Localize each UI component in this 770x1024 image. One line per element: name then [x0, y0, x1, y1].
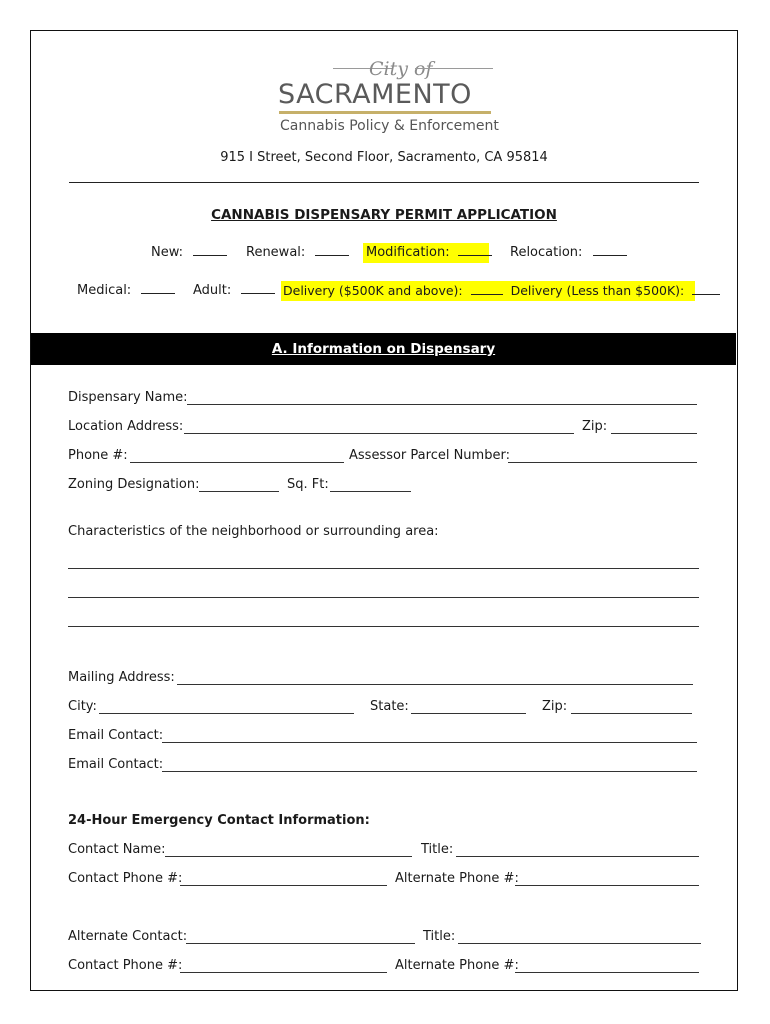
option-modification-blank[interactable]	[458, 245, 492, 256]
option-medical-blank[interactable]	[141, 283, 175, 294]
logo-sacramento: SACRAMENTO	[278, 79, 472, 110]
sqft-label: Sq. Ft:	[287, 477, 329, 492]
delivery-options	[281, 281, 695, 301]
logo-subtitle: Cannabis Policy & Enforcement	[280, 118, 499, 134]
option-delivery-high[interactable]	[283, 283, 507, 298]
option-renewal-label: Renewal:	[246, 245, 306, 260]
city-label: City:	[68, 699, 97, 714]
emergency-heading: 24-Hour Emergency Contact Information:	[68, 813, 370, 828]
dispensary-name-label: Dispensary Name:	[68, 390, 188, 405]
form-page	[30, 30, 738, 991]
option-adult-blank[interactable]	[241, 283, 275, 294]
dispensary-name-field[interactable]	[187, 404, 697, 405]
email-contact-1-label: Email Contact:	[68, 728, 164, 743]
mailing-zip-label: Zip:	[542, 699, 568, 714]
alternate-phone-2-label: Alternate Phone #:	[395, 958, 519, 973]
option-delivery-high-label: Delivery ($500K and above):	[283, 283, 463, 298]
contact-phone-field[interactable]	[180, 885, 387, 886]
characteristics-line-3[interactable]	[68, 626, 699, 627]
logo-rule-right	[415, 68, 493, 69]
location-zip-label: Zip:	[582, 419, 608, 434]
location-address-field[interactable]	[184, 433, 574, 434]
apn-field[interactable]	[508, 462, 697, 463]
option-adult[interactable]	[193, 283, 275, 298]
option-delivery-low[interactable]	[511, 283, 721, 298]
option-delivery-high-blank[interactable]	[471, 284, 503, 295]
state-field[interactable]	[411, 713, 526, 714]
option-relocation[interactable]	[510, 245, 627, 260]
email-contact-1-field[interactable]	[162, 742, 697, 743]
office-address: 915 I Street, Second Floor, Sacramento, CA 95814	[220, 150, 548, 165]
option-medical[interactable]	[77, 283, 175, 298]
option-renewal-blank[interactable]	[315, 245, 349, 256]
logo-gold-bar	[279, 111, 491, 114]
email-contact-2-field[interactable]	[162, 771, 697, 772]
option-modification[interactable]	[363, 243, 489, 263]
characteristics-line-2[interactable]	[68, 597, 699, 598]
contact-phone-label: Contact Phone #:	[68, 871, 183, 886]
option-new-blank[interactable]	[193, 245, 227, 256]
state-label: State:	[370, 699, 409, 714]
contact-title-label: Title:	[421, 842, 454, 857]
form-title: CANNABIS DISPENSARY PERMIT APPLICATION	[211, 207, 557, 223]
location-address-label: Location Address:	[68, 419, 184, 434]
alternate-contact-label: Alternate Contact:	[68, 929, 188, 944]
sqft-field[interactable]	[330, 491, 411, 492]
location-zip-field[interactable]	[611, 433, 697, 434]
option-new[interactable]	[151, 245, 227, 260]
characteristics-label: Characteristics of the neighborhood or surrounding area:	[68, 524, 439, 539]
option-modification-label: Modification:	[366, 245, 450, 260]
option-renewal[interactable]	[246, 245, 349, 260]
header-divider	[69, 182, 699, 183]
email-contact-2-label: Email Contact:	[68, 757, 164, 772]
contact-phone-2-field[interactable]	[180, 972, 387, 973]
logo-city-of: City of	[369, 58, 433, 80]
option-relocation-blank[interactable]	[593, 245, 627, 256]
option-adult-label: Adult:	[193, 283, 232, 298]
contact-title-field[interactable]	[456, 856, 699, 857]
section-a-header	[31, 333, 736, 365]
option-delivery-low-blank[interactable]	[692, 284, 720, 295]
apn-label: Assessor Parcel Number:	[349, 448, 510, 463]
section-a-title: A. Information on Dispensary	[271, 341, 496, 357]
phone-field[interactable]	[130, 462, 344, 463]
contact-phone-2-label: Contact Phone #:	[68, 958, 183, 973]
city-field[interactable]	[99, 713, 354, 714]
alternate-title-field[interactable]	[458, 943, 701, 944]
alternate-title-label: Title:	[423, 929, 456, 944]
option-medical-label: Medical:	[77, 283, 132, 298]
option-new-label: New:	[151, 245, 184, 260]
characteristics-line-1[interactable]	[68, 568, 699, 569]
alternate-phone-2-field[interactable]	[515, 972, 699, 973]
alternate-contact-field[interactable]	[186, 943, 415, 944]
option-delivery-low-label: Delivery (Less than $500K):	[510, 283, 685, 298]
mailing-zip-field[interactable]	[571, 713, 692, 714]
option-relocation-label: Relocation:	[510, 245, 583, 260]
phone-label: Phone #:	[68, 448, 128, 463]
mailing-address-label: Mailing Address:	[68, 670, 175, 685]
contact-name-field[interactable]	[165, 856, 412, 857]
zoning-label: Zoning Designation:	[68, 477, 200, 492]
alternate-phone-label: Alternate Phone #:	[395, 871, 519, 886]
zoning-field[interactable]	[199, 491, 279, 492]
contact-name-label: Contact Name:	[68, 842, 166, 857]
alternate-phone-field[interactable]	[515, 885, 699, 886]
mailing-address-field[interactable]	[177, 684, 693, 685]
